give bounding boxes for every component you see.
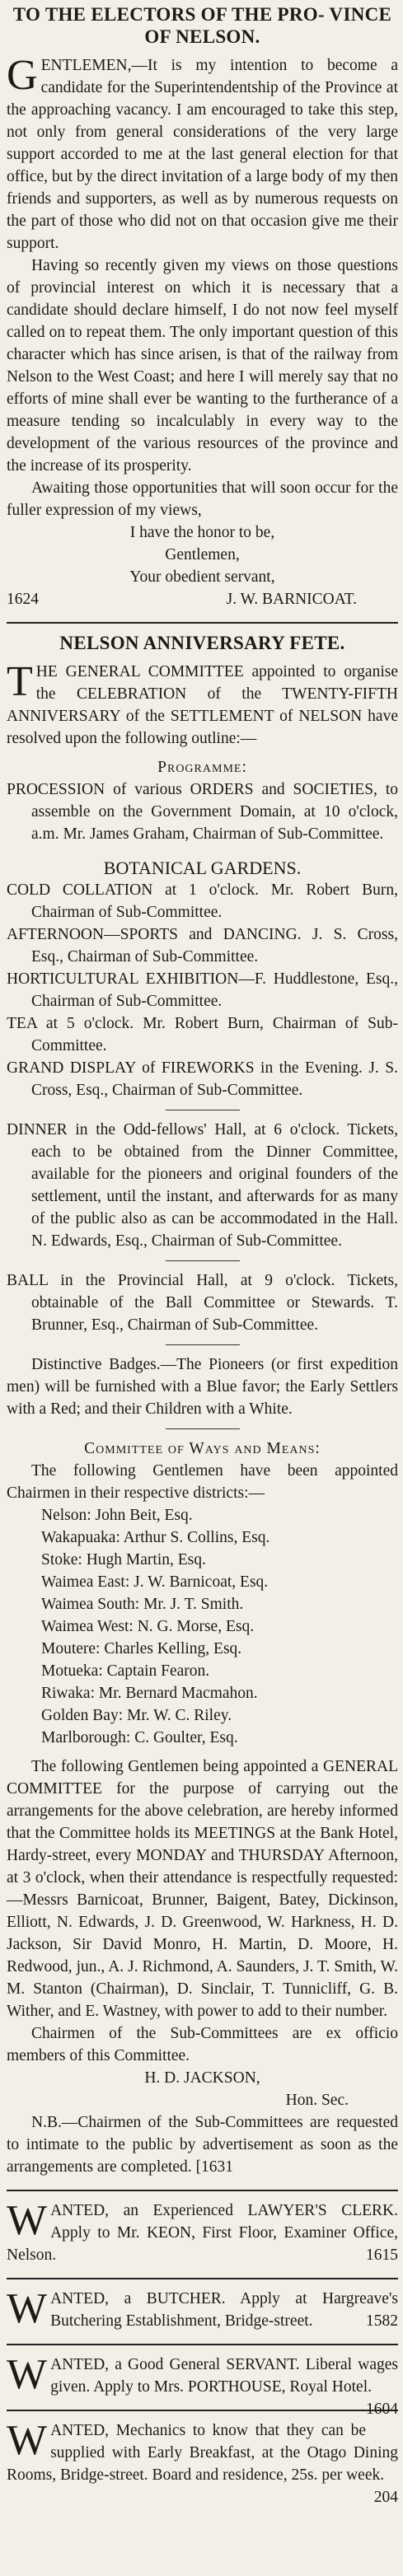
district-item: Riwaka: Mr. Bernard Macmahon. <box>41 1685 258 1702</box>
gardens-heading: BOTANICAL GARDENS. <box>103 858 302 878</box>
barnicoat-number: 1624 <box>7 591 39 608</box>
ad-number: 1615 <box>366 2246 398 2264</box>
ways-intro: The following Gentlemen have been appointed Chairmen in their respective districts:— <box>7 1462 398 1502</box>
gardens-item: TEA at 5 o'clock. Mr. Robert Burn, Chairman of Sub-Committee. <box>7 1015 398 1054</box>
dinner-item: DINNER in the Odd-fellows' Hall, at 6 o'clock. Tickets, each to be obtained from the Dinner Committee, available for the pioneers and original founders of the settlement, until the instant, and afterwards for as many of the public also as can be accommodated in the Hall. N. Edwards, Esq., Chairman of Sub-Committee. <box>7 1121 398 1250</box>
procession-item: PROCESSION of various ORDERS and SOCIETIES, to assemble on the Government Domain, at 10 o'clock, a.m. Mr. James Graham, Chairman of Sub-Committee. <box>7 781 398 843</box>
district-item: Golden Bay: Mr. W. C. Riley. <box>41 1707 232 1724</box>
section-divider <box>7 2410 398 2411</box>
barnicoat-para1-text: ENTLEMEN,—It is my intention to become a candidate for the Superintendentship of the Province at the approaching vacancy. I am encouraged to take this step, not only from general considerations of the very large support accorded to me at the last general election for that office, but by the direct invitation of a large body of my then friends and supporters, as well as by numerous requests on the part of those who did not on that occasion give me their support. <box>7 57 398 252</box>
section-divider <box>7 622 398 624</box>
barnicoat-para1 <box>7 54 398 255</box>
drop-cap: W <box>7 2417 48 2464</box>
section-divider <box>7 2190 398 2191</box>
ad-body: ANTED, a BUTCHER. Apply at Hargreave's Butchering Establishment, Bridge-street. <box>50 2290 398 2330</box>
ad-body: ANTED, Mechanics to know that they can be supplied with Early Breakfast, at the Otago Dining Rooms, Bridge-street. Board and residence, 25s. per week. <box>7 2422 398 2484</box>
short-divider <box>166 1260 240 1261</box>
gardens-item: GRAND DISPLAY of FIREWORKS in the Evening. J. S. Cross, Esq., Chairman of Sub-Committee. <box>7 1059 398 1099</box>
nb-body: N.B.—Chairmen of the Sub-Committees are requested to intimate to the public by advertisement as soon as the arrangements are completed. <box>7 2114 398 2176</box>
barnicoat-para2: Having so recently given my views on those questions of provincial interest on which it is necessary that a candidate should declare himself, I do not now feel myself called on to repeat them. The only important question of this character which has since arisen, is that of the railway from Nelson to the West Coast; and here I will merely say that no efforts of mine shall ever be wanting to the furtherance of a measure tending so incalculably in every way to the development of the various resources of the province and the increase of its prosperity. <box>7 257 398 475</box>
section-divider <box>7 2344 398 2345</box>
drop-cap: W <box>7 2285 48 2332</box>
district-item: Wakapuaka: Arthur S. Collins, Esq. <box>41 1529 270 1546</box>
district-item: Moutere: Charles Kelling, Esq. <box>41 1640 242 1657</box>
barnicoat-notice <box>7 3 398 610</box>
wanted-ad <box>7 2417 398 2506</box>
district-item: Waimea East: J. W. Barnicoat, Esq. <box>41 1573 269 1591</box>
barnicoat-signature-row <box>7 588 398 610</box>
district-item: Motueka: Captain Fearon. <box>41 1662 210 1680</box>
ad-body: ANTED, an Experienced LAWYER'S CLERK. Apply to Mr. KEON, First Floor, Examiner Office, Nelson. <box>7 2202 398 2264</box>
district-item: Nelson: John Beit, Esq. <box>41 1507 193 1524</box>
wanted-ad <box>7 2285 398 2332</box>
wanted-ad-text <box>7 2197 398 2266</box>
short-divider <box>166 1344 240 1345</box>
nb-text <box>7 2111 398 2178</box>
short-divider <box>166 1428 240 1429</box>
fete-signature: H. D. JACKSON, <box>144 2069 260 2087</box>
fete-notice <box>7 632 398 2178</box>
drop-cap: W <box>7 2351 48 2398</box>
barnicoat-closing3: Your obedient servant, <box>129 568 275 586</box>
ball-item: BALL in the Provincial Hall, at 9 o'clock. Tickets, obtainable of the Ball Committee or Stewards. T. Brunner, Esq., Chairman of Sub-Committee. <box>7 1272 398 1334</box>
ad-number: 1604 <box>366 2401 398 2418</box>
barnicoat-para3: Awaiting those opportunities that will soon occur for the fuller expression of my views, <box>7 479 398 519</box>
district-item: Waimea South: Mr. J. T. Smith. <box>41 1596 244 1613</box>
gardens-item: HORTICULTURAL EXHIBITION—F. Huddlestone, Esq., Chairman of Sub-Committee. <box>7 970 398 1010</box>
drop-cap: W <box>7 2197 48 2244</box>
drop-cap: T <box>7 658 33 705</box>
ways-heading: Committee of Ways and Means: <box>84 1440 321 1457</box>
barnicoat-closing1: I have the honor to be, <box>129 524 275 541</box>
district-item: Waimea West: N. G. Morse, Esq. <box>41 1618 255 1635</box>
wanted-ad <box>7 2351 398 2418</box>
wanted-ad-text <box>7 2351 398 2418</box>
fete-heading: NELSON ANNIVERSARY FETE. <box>59 633 345 653</box>
programme-heading: Programme: <box>157 759 247 776</box>
section-divider <box>7 2278 398 2279</box>
barnicoat-signature: J. W. BARNICOAT. <box>226 591 357 608</box>
gardens-item: AFTERNOON—SPORTS and DANCING. J. S. Cross, Esq., Chairman of Sub-Committee. <box>7 926 398 965</box>
fete-number: [1631 <box>195 2158 234 2176</box>
badges-item: Distinctive Badges.—The Pioneers (or first expedition men) will be furnished with a Blue favor; the Early Settlers with a Red; and their Children with a White. <box>7 1356 398 1418</box>
fete-intro <box>7 658 398 750</box>
wanted-ad <box>7 2197 398 2266</box>
barnicoat-heading: TO THE ELECTORS OF THE PRO- VINCE OF NELSON. <box>12 4 392 47</box>
wanted-ad-text <box>7 2417 398 2506</box>
drop-cap: G <box>7 52 38 99</box>
ad-body: ANTED, a Good General SERVANT. Liberal wages given. Apply to Mrs. PORTHOUSE, Royal Hotel. <box>50 2356 398 2396</box>
wanted-ad-text <box>7 2285 398 2332</box>
district-list <box>7 1504 398 1749</box>
barnicoat-closing2: Gentlemen, <box>165 546 240 563</box>
district-item: Stoke: Hugh Martin, Esq. <box>41 1551 206 1569</box>
ad-number: 204 <box>373 2489 398 2506</box>
district-item: Marlborough: C. Goulter, Esq. <box>41 1729 238 1746</box>
ad-number: 1582 <box>366 2312 398 2330</box>
fete-signature-title: Hon. Sec. <box>285 2092 349 2109</box>
general-committee-text: The following Gentlemen being appointed a GENERAL COMMITTEE for the purpose of carrying out the arrangements for the above celebration, are hereby informed that the Committee holds its MEETINGS at the Bank Hotel, Hardy-street, every MONDAY and THURSDAY Afternoon, at 3 o'clock, when their attendance is respectfully requested:—Messrs Barnicoat, Brunner, Baigent, Batey, Dickinson, Elliott, N. Edwards, J. D. Greenwood, W. Harkness, H. D. Jackson, Sir David Monro, H. Martin, D. Moore, H. Redwood, jun., A. J. Richmond, A. Saunders, J. T. Smith, W. M. Stanton (Chairman), D. Sinclair, T. Tunnicliff, G. B. Wither, and E. Wastney, with power to add to their number. <box>7 1758 398 2020</box>
fete-intro-text: HE GENERAL COMMITTEE appointed to organise the CELEBRATION of the TWENTY-FIFTH ANNIVERSARY of the SETTLEMENT of NELSON have resolved upon the following outline:— <box>7 663 398 747</box>
chairmen-text: Chairmen of the Sub-Committees are ex officio members of this Committee. <box>7 2025 398 2064</box>
gardens-item: COLD COLLATION at 1 o'clock. Mr. Robert Burn, Chairman of Sub-Committee. <box>7 881 398 921</box>
